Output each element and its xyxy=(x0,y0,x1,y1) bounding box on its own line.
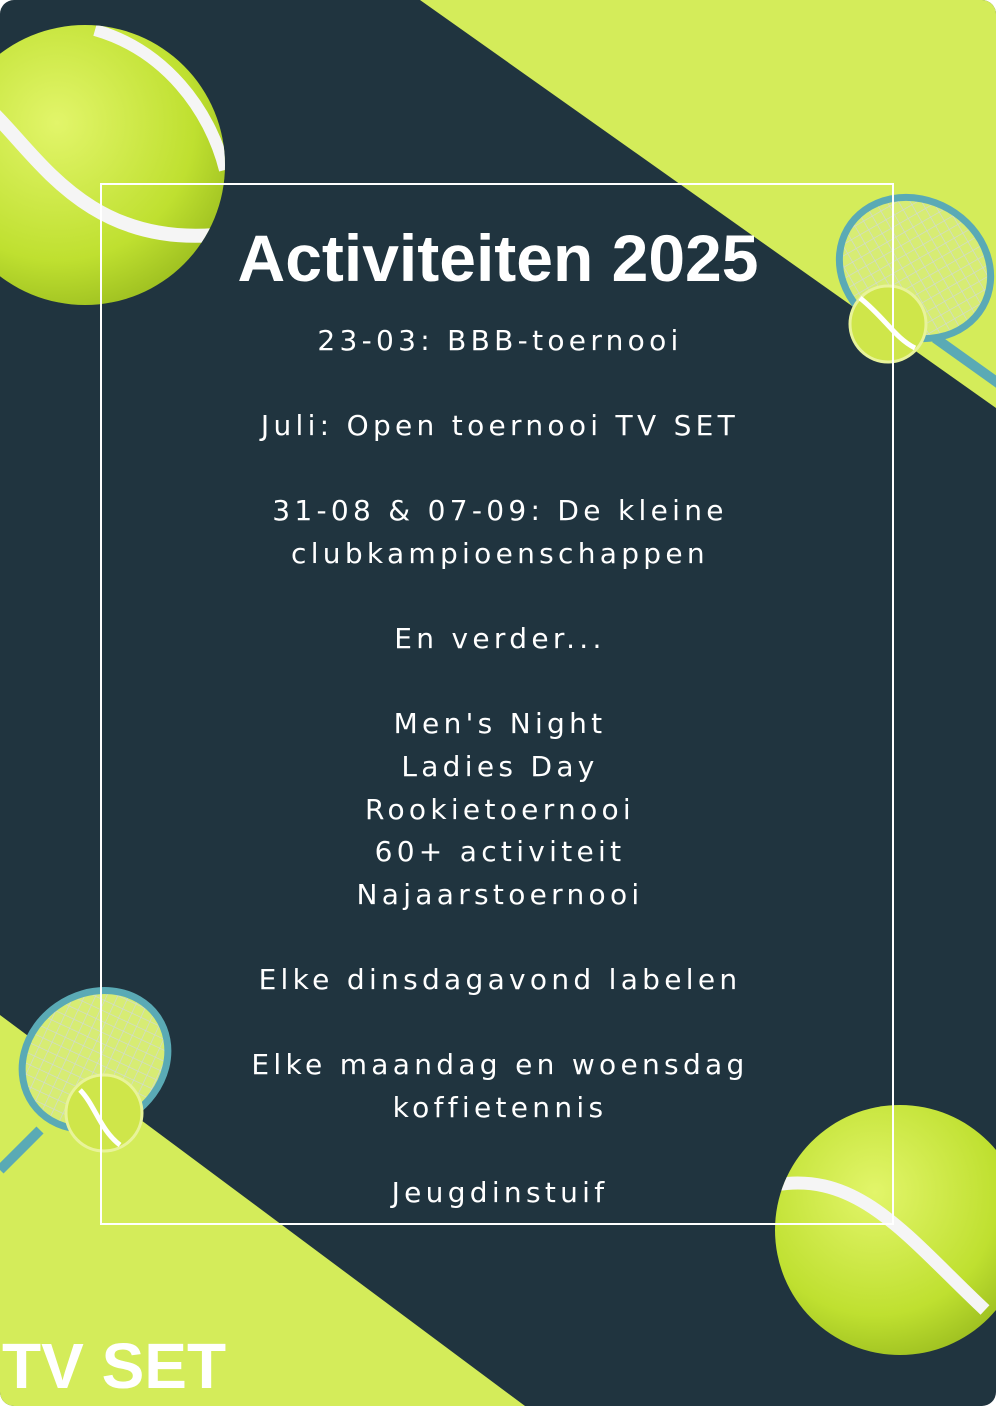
event-line: 23-03: BBB-toernooi xyxy=(317,324,683,357)
event-line: Najaarstoernooi xyxy=(356,877,644,911)
event-item xyxy=(150,1172,850,1215)
event-item xyxy=(150,1044,850,1129)
event-item xyxy=(150,405,850,448)
event-line: Men's Night xyxy=(393,707,607,741)
event-line: Ladies Day xyxy=(401,749,599,783)
event-line: Jeugdinstuif xyxy=(391,1175,609,1209)
events-list xyxy=(150,320,850,1257)
event-line: Elke dinsdagavond labelen xyxy=(258,962,742,996)
event-line: clubkampioenschappen xyxy=(291,536,709,570)
club-brand: TV SET xyxy=(2,1330,227,1402)
event-item xyxy=(150,959,850,1002)
event-item xyxy=(150,490,850,575)
event-line: 60+ activiteit xyxy=(374,835,626,869)
event-line: 31-08 & 07-09: De kleine xyxy=(272,494,728,528)
event-item xyxy=(150,703,850,916)
event-line: koffietennis xyxy=(392,1090,608,1124)
event-line: Rookietoernooi xyxy=(364,792,636,826)
event-item xyxy=(150,320,850,363)
event-line: Elke maandag en woensdag xyxy=(251,1048,749,1082)
event-line: En verder... xyxy=(394,622,606,656)
event-item xyxy=(150,618,850,661)
event-line: Juli: Open toernooi TV SET xyxy=(260,409,740,443)
poster-title: Activiteiten 2025 xyxy=(237,221,759,295)
